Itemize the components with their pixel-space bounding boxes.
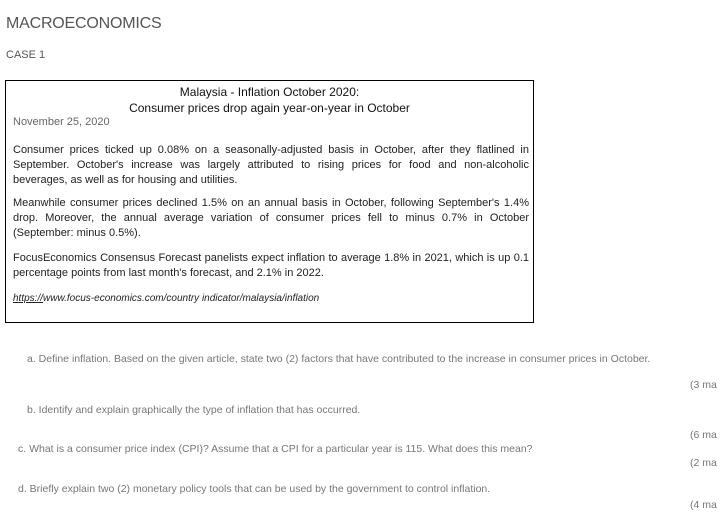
question-a: a. Define inflation. Based on the given article, state two (2) factors that have contributed to the increase in consumer prices in October. [27,353,651,365]
question-d-marks: (4 ma [690,499,717,511]
question-c: c. What is a consumer price index (CPI)? Assume that a CPI for a particular year is 115. What does this mean? [18,443,533,455]
question-d: d. Briefly explain two (2) monetary policy tools that can be used by the government to control inflation. [18,483,491,495]
case-label: CASE 1 [6,49,46,61]
question-b: b. Identify and explain graphically the type of inflation that has occurred. [27,404,361,416]
source-link-prefix[interactable]: https:// [13,293,44,304]
question-a-marks: (3 ma [690,379,717,391]
article-box [5,80,534,323]
course-title: MACROECONOMICS [6,15,162,32]
source-link-rest[interactable]: www.focus-economics.com/country indicator/malaysia/inflation [43,293,320,304]
article-headline [6,84,533,116]
headline-line-1: Malaysia - Inflation October 2020: [179,85,360,99]
article-paragraph: Consumer prices ticked up 0.08% on a seasonally-adjusted basis in October, after they flatlined in September. October's increase was largely attributed to rising prices for food and non-alcoholic beverages, as well as for housing and utilities. [13,144,529,186]
headline-line-2: Consumer prices drop again year-on-year in October [129,101,410,115]
article-paragraph: Meanwhile consumer prices declined 1.5% on an annual basis in October, following September's 1.4% drop. Moreover, the annual average variation of consumer prices fell to minus 0.7% in October (September: minus 0.5%). [13,197,529,239]
article-paragraph: FocusEconomics Consensus Forecast panelists expect inflation to average 1.8% in 2021, which is up 0.1 percentage points from last month's forecast, and 2.1% in 2022. [13,252,529,279]
source-link[interactable] [13,293,319,304]
question-b-marks: (6 ma [690,429,717,441]
question-c-marks: (2 ma [690,457,717,469]
article-date: November 25, 2020 [13,116,110,128]
